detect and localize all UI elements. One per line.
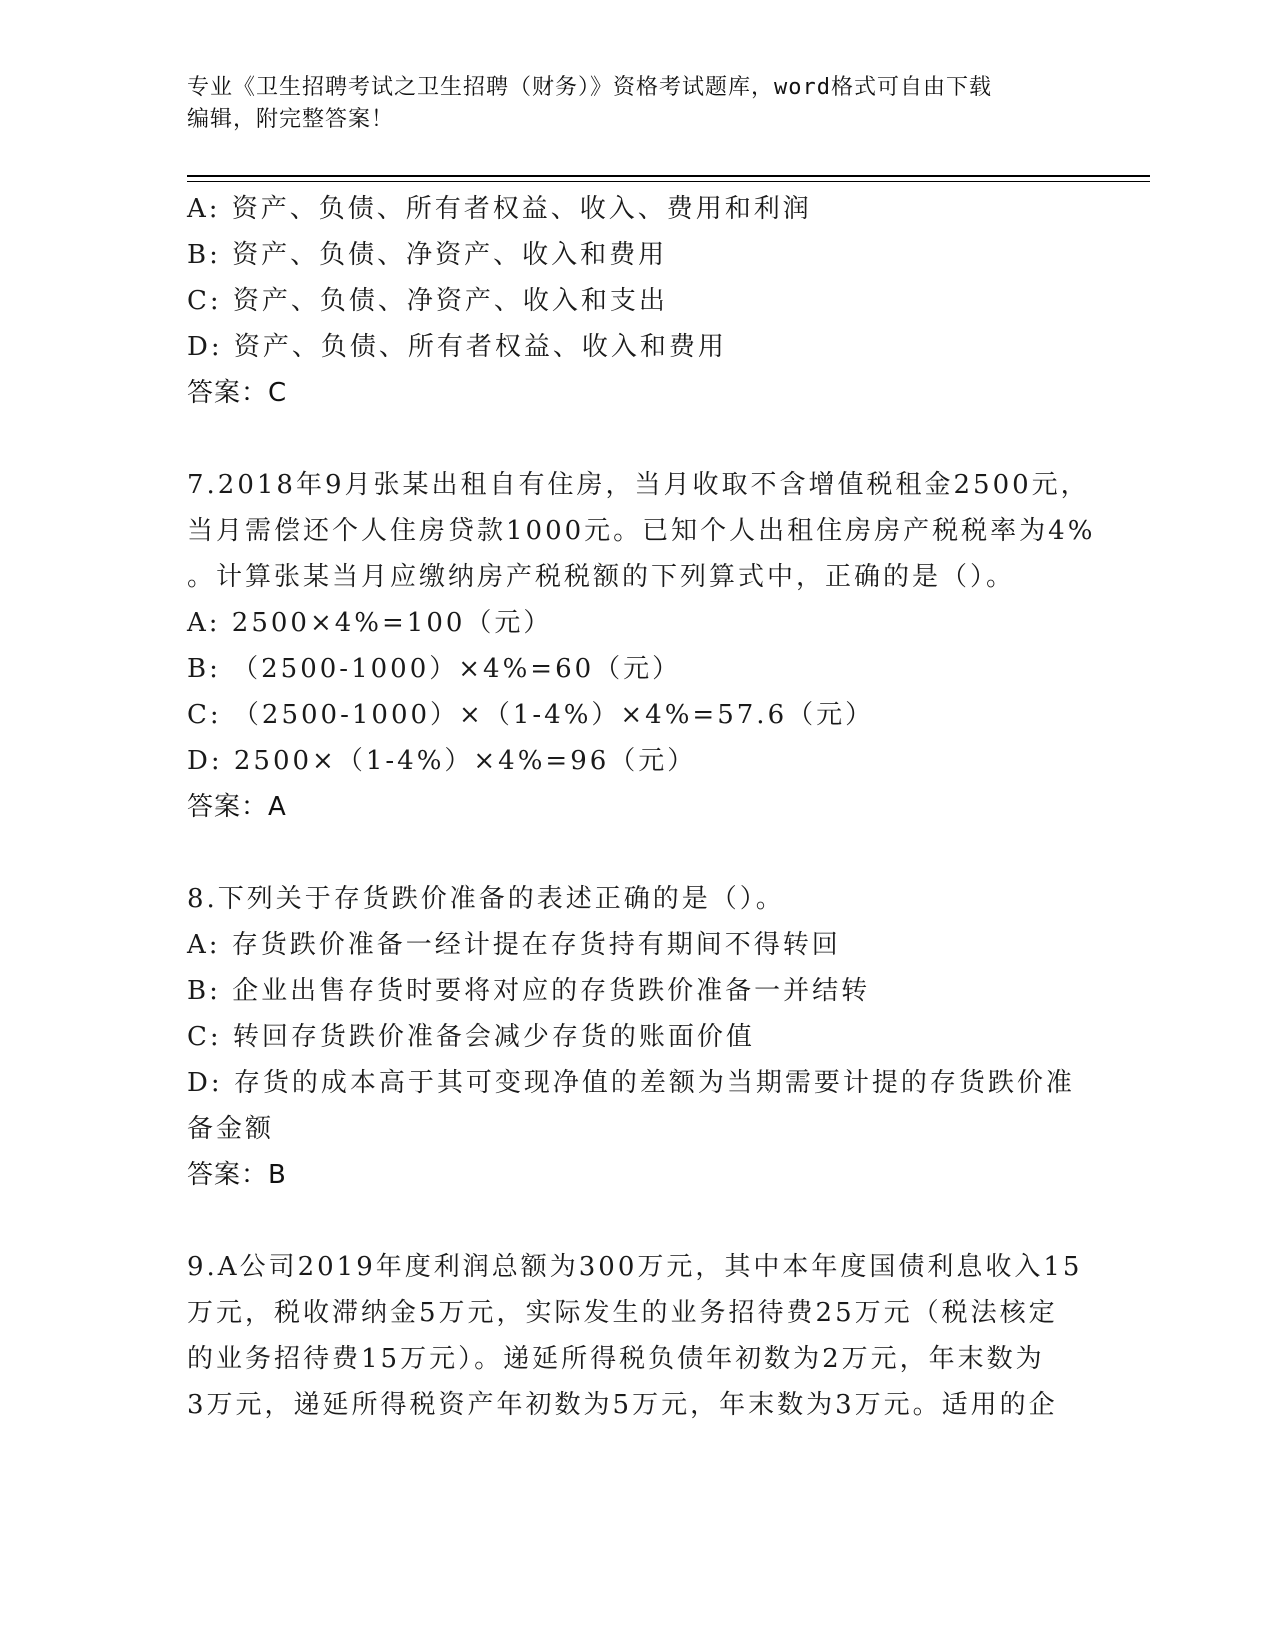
question-stem-line: 万元，税收滞纳金5万元，实际发生的业务招待费25万元（税法核定 bbox=[187, 1298, 1058, 1328]
option-d-continued: 备金额 bbox=[187, 1114, 275, 1144]
option-c: C: （2500-1000）×（1-4%）×4%=57.6（元） bbox=[187, 700, 875, 730]
header-divider-thin bbox=[187, 181, 1150, 182]
option-b: B: 企业出售存货时要将对应的存货跌价准备一并结转 bbox=[187, 976, 871, 1006]
question-stem-line: 8.下列关于存货跌价准备的表述正确的是（）。 bbox=[187, 884, 785, 914]
question-6-tail bbox=[187, 186, 1087, 416]
document-header bbox=[187, 72, 1067, 136]
option-a: A: 存货跌价准备一经计提在存货持有期间不得转回 bbox=[187, 930, 841, 960]
option-c: C: 转回存货跌价准备会减少存货的账面价值 bbox=[187, 1022, 755, 1052]
header-divider-thick bbox=[187, 175, 1150, 177]
answer-label: 答案：A bbox=[187, 792, 287, 822]
question-stem-line: 7.2018年9月张某出租自有住房，当月收取不含增值税租金2500元， bbox=[187, 470, 1090, 500]
question-stem-line: 的业务招待费15万元）。递延所得税负债年初数为2万元，年末数为 bbox=[187, 1344, 1045, 1374]
header-line-1: 专业《卫生招聘考试之卫生招聘（财务）》资格考试题库，word格式可自由下载 bbox=[187, 75, 992, 100]
question-stem-line: 9.A公司2019年度利润总额为300万元，其中本年度国债利息收入15 bbox=[187, 1252, 1083, 1282]
question-stem-line: 当月需偿还个人住房贷款1000元。已知个人出租住房房产税税率为4% bbox=[187, 516, 1096, 546]
header-line-2: 编辑，附完整答案！ bbox=[187, 107, 395, 132]
option-a: A: 资产、负债、所有者权益、收入、费用和利润 bbox=[187, 194, 812, 224]
answer-label: 答案：C bbox=[187, 378, 288, 408]
question-8 bbox=[187, 876, 1087, 1198]
spacer bbox=[187, 830, 1087, 876]
option-d: D: 存货的成本高于其可变现净值的差额为当期需要计提的存货跌价准 bbox=[187, 1068, 1075, 1098]
question-9 bbox=[187, 1244, 1087, 1428]
option-a: A: 2500×4%=100（元） bbox=[187, 608, 553, 638]
question-7 bbox=[187, 462, 1096, 830]
option-b: B: （2500-1000）×4%=60（元） bbox=[187, 654, 682, 684]
question-stem-line: 。计算张某当月应缴纳房产税税额的下列算式中，正确的是（）。 bbox=[187, 562, 1016, 592]
option-d: D: 资产、负债、所有者权益、收入和费用 bbox=[187, 332, 727, 362]
option-b: B: 资产、负债、净资产、收入和费用 bbox=[187, 240, 668, 270]
question-stem-line: 3万元，递延所得税资产年初数为5万元，年末数为3万元。适用的企 bbox=[187, 1390, 1058, 1420]
spacer bbox=[187, 1198, 1087, 1244]
answer-label: 答案：B bbox=[187, 1160, 287, 1190]
document-body bbox=[187, 186, 1096, 1428]
spacer bbox=[187, 416, 1087, 462]
option-c: C: 资产、负债、净资产、收入和支出 bbox=[187, 286, 668, 316]
option-d: D: 2500×（1-4%）×4%=96（元） bbox=[187, 746, 697, 776]
